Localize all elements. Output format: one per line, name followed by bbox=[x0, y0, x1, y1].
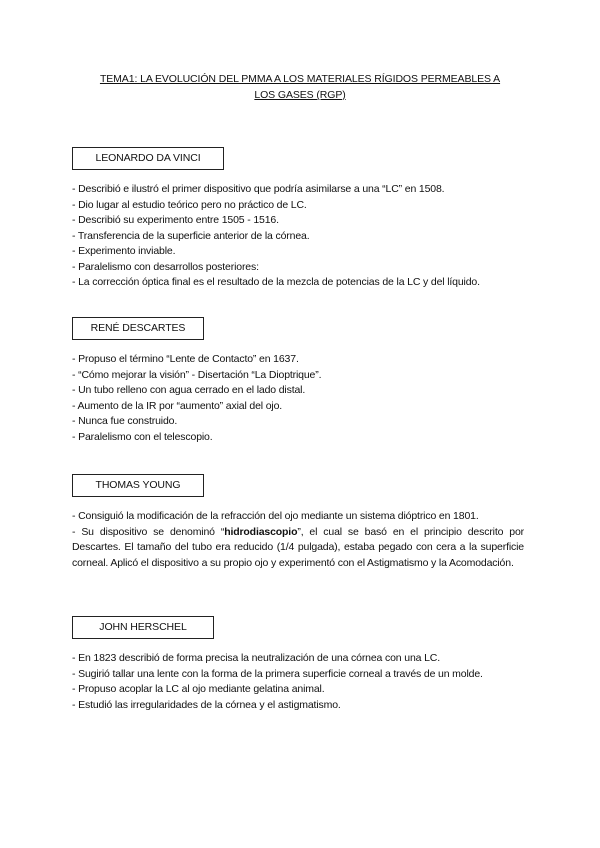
list-item: - Transferencia de la superficie anterior de la córnea. bbox=[72, 229, 310, 242]
list-item: - Paralelismo con desarrollos posteriores: bbox=[72, 260, 259, 273]
list-item: - Consiguió la modificación de la refracción del ojo mediante un sistema dióptrico en 1801. bbox=[72, 510, 479, 522]
document-title-line-2: LOS GASES (RGP) bbox=[254, 89, 346, 101]
list-item: - Sugirió tallar una lente con la forma de la primera superficie corneal a través de un molde. bbox=[72, 667, 483, 680]
list-item: - Paralelismo con el telescopio. bbox=[72, 430, 213, 443]
document-title-line-1: TEMA1: LA EVOLUCIÓN DEL PMMA A LOS MATERIALES RÍGIDOS PERMEABLES A bbox=[99, 73, 501, 85]
list-item-paragraph bbox=[72, 525, 524, 572]
section-bullet-list bbox=[72, 509, 532, 571]
list-item: - Describió su experimento entre 1505 - 1516. bbox=[72, 214, 279, 226]
section-rene-descartes bbox=[72, 317, 532, 445]
list-item: - Aumento de la IR por “aumento” axial del ojo. bbox=[72, 399, 283, 412]
list-item: - “Cómo mejorar la visión” - Disertación “La Dioptrique”. bbox=[72, 368, 322, 381]
list-item: - En 1823 describió de forma precisa la neutralización de una córnea con una LC. bbox=[72, 652, 440, 664]
section-john-herschel bbox=[72, 616, 532, 713]
paragraph-text-before: - Su dispositivo se denominó “ bbox=[72, 525, 225, 538]
list-item: - Experimento inviable. bbox=[72, 245, 176, 257]
list-item: - Propuso el término “Lente de Contacto” en 1637. bbox=[72, 353, 299, 365]
section-heading-box: JOHN HERSCHEL bbox=[72, 616, 214, 639]
list-item: - Nunca fue construido. bbox=[72, 415, 178, 427]
list-item: - Estudió las irregularidades de la córnea y el astigmatismo. bbox=[72, 698, 341, 711]
list-item: - Un tubo relleno con agua cerrado en el lado distal. bbox=[72, 384, 306, 396]
document-title bbox=[60, 71, 540, 103]
paragraph-bold-term: hidrodiascopio bbox=[224, 525, 298, 538]
list-item: - La corrección óptica final es el resultado de la mezcla de potencias de la LC y del líquido. bbox=[72, 276, 480, 288]
paragraph-text-after: ”, el cual se basó en el principio descrito por Descartes. El tamaño del tubo era reducido (1/4 pulgada), estaba pegado con cera a la superficie corneal. Aplicó el dispositivo a su propio ojo y experimentó con el Astigmatismo y la Acomodación. bbox=[72, 525, 524, 569]
list-item: - Dio lugar al estudio teórico pero no práctico de LC. bbox=[72, 198, 307, 211]
list-item: - Propuso acoplar la LC al ojo mediante gelatina animal. bbox=[72, 683, 325, 695]
section-heading-box: RENÉ DESCARTES bbox=[72, 317, 204, 340]
list-item: - Describió e ilustró el primer dispositivo que podría asimilarse a una “LC” en 1508. bbox=[72, 183, 445, 195]
section-heading-box: THOMAS YOUNG bbox=[72, 474, 204, 497]
section-heading-box: LEONARDO DA VINCI bbox=[72, 147, 224, 170]
section-thomas-young bbox=[72, 474, 532, 571]
section-bullet-list bbox=[72, 651, 532, 713]
section-bullet-list bbox=[72, 352, 532, 445]
section-leonardo-da-vinci bbox=[72, 147, 532, 291]
section-bullet-list bbox=[72, 182, 532, 291]
